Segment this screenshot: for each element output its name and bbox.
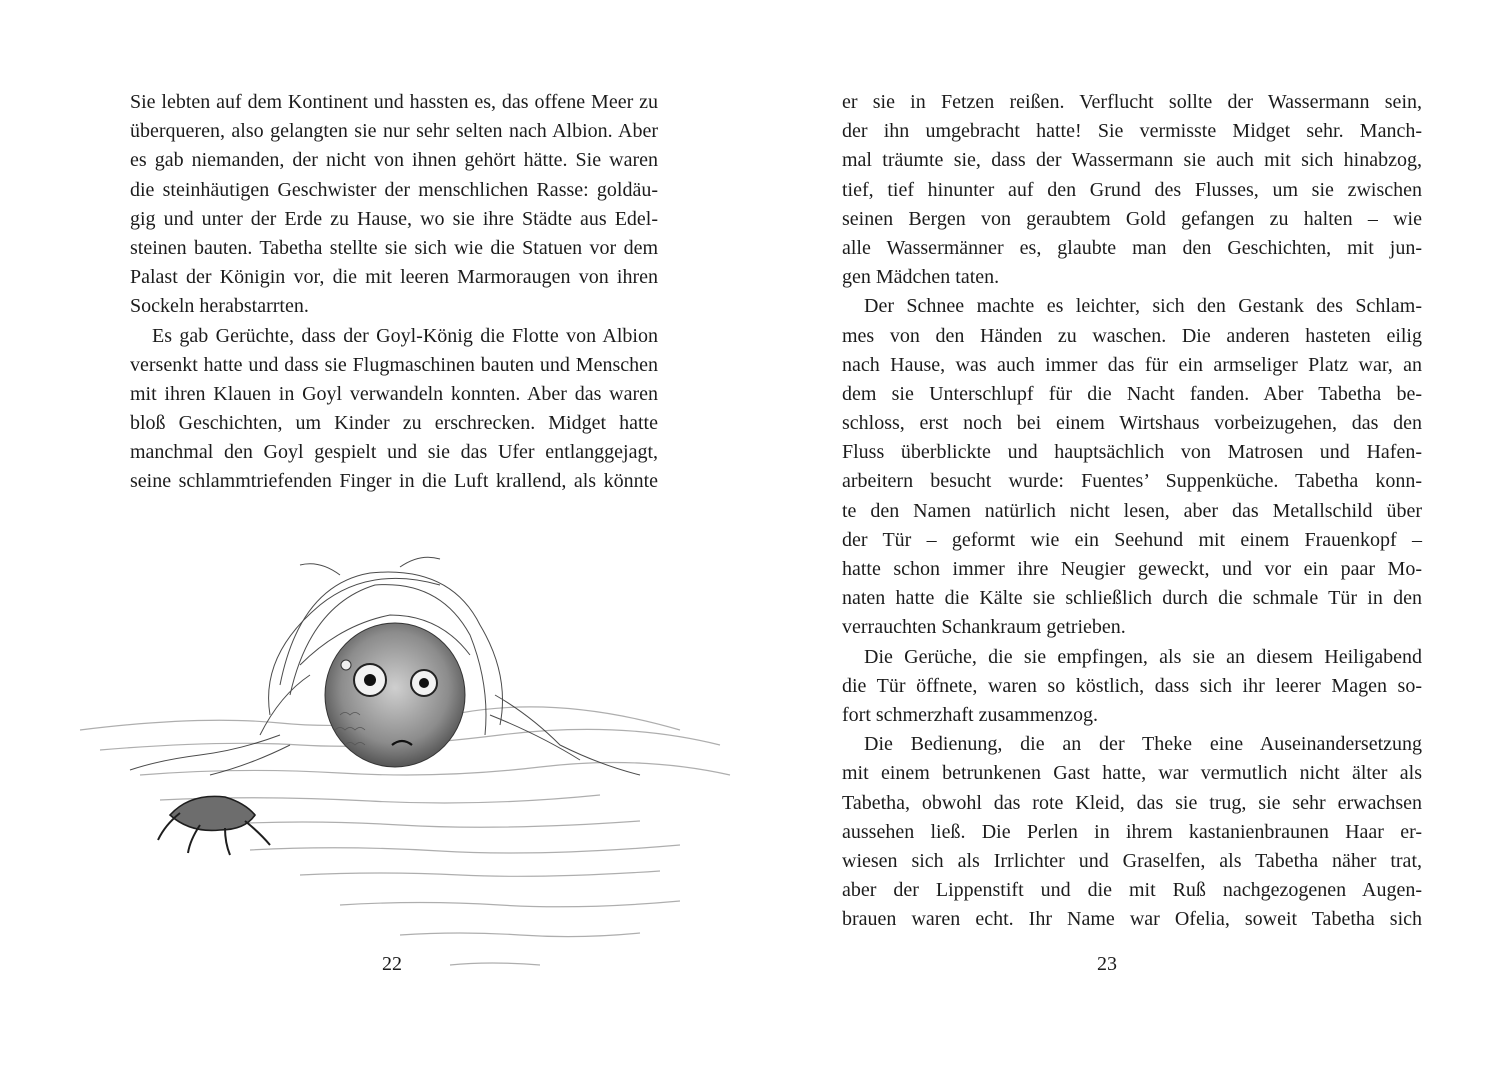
text-line: der ihn umgebracht hatte! Sie vermisste Midget sehr. Manch-	[842, 120, 1422, 143]
text-line: er sie in Fetzen reißen. Verflucht sollte der Wassermann sein,	[842, 91, 1422, 113]
page-number-left: 22	[382, 953, 402, 975]
text-line: es gab niemanden, der nicht von ihnen gehört hätte. Sie waren	[130, 149, 658, 172]
left-page-text	[130, 88, 658, 497]
text-line: manchmal den Goyl gespielt und sie das Ufer entlanggejagt,	[130, 441, 658, 464]
text-line: gen Mädchen taten.	[842, 266, 1000, 289]
text-line: Sie lebten auf dem Kontinent und hassten es, das offene Meer zu	[130, 91, 658, 113]
text-line: Die Gerüche, die sie empfingen, als sie an diesem Heiligabend	[864, 645, 1422, 668]
text-line: aussehen ließ. Die Perlen in ihrem kastanienbraunen Haar er-	[842, 820, 1422, 843]
right-page	[750, 0, 1500, 1086]
text-line: seine schlammtriefenden Finger in die Luft krallend, als könnte	[130, 470, 658, 493]
text-line: die steinhäutigen Geschwister der menschlichen Rasse: goldäu-	[130, 178, 658, 201]
text-line: te den Namen natürlich nicht lesen, aber das Metallschild über	[842, 499, 1422, 522]
text-line: hatte schon immer ihre Neugier geweckt, und vor ein paar Mo-	[842, 558, 1422, 580]
text-line: Tabetha, obwohl das rote Kleid, das sie trug, sie sehr erwachsen	[842, 791, 1422, 814]
text-line: tief, tief hinunter auf den Grund des Flusses, um sie zwischen	[842, 178, 1422, 201]
text-line: steinen bauten. Tabetha stellte sie sich wie die Statuen vor dem	[130, 236, 658, 259]
text-line: Die Bedienung, die an der Theke eine Auseinandersetzung	[864, 733, 1422, 756]
text-line: Der Schnee machte es leichter, sich den Gestank des Schlam-	[864, 295, 1422, 318]
text-line: bloß Geschichten, um Kinder zu erschrecken. Midget hatte	[130, 412, 658, 435]
text-line: Es gab Gerüchte, dass der Goyl-König die Flotte von Albion	[152, 324, 658, 347]
text-line: versenkt hatte und dass sie Flugmaschinen bauten und Menschen	[130, 353, 658, 376]
text-line: nach Hause, was auch immer das für ein armseliger Platz war, an	[842, 353, 1422, 376]
text-line: fort schmerzhaft zusammenzog.	[842, 703, 1099, 726]
page-number-right: 23	[1097, 953, 1117, 975]
text-line: aber der Lippenstift und die mit Ruß nachgezogenen Augen-	[842, 879, 1422, 902]
text-line: naten hatte die Kälte sie schließlich durch die schmale Tür in den	[842, 587, 1422, 610]
text-line: gig und unter der Erde zu Hause, wo sie ihre Städte aus Edel-	[130, 207, 658, 230]
water-creature-sketch-icon	[40, 545, 740, 1015]
text-line: mes von den Händen zu waschen. Die anderen hasteten eilig	[842, 324, 1422, 347]
text-line: wiesen sich als Irrlichter und Graselfen, als Tabetha näher trat,	[842, 849, 1422, 872]
text-line: arbeitern besucht wurde: Fuentes’ Suppenküche. Tabetha konn-	[842, 470, 1422, 493]
right-page-text	[842, 88, 1422, 934]
text-line: mit einem betrunkenen Gast hatte, war vermutlich nicht älter als	[842, 762, 1422, 785]
text-line: mal träumte sie, dass der Wassermann sie auch mit sich hinabzog,	[842, 149, 1422, 172]
text-line: Fluss überblickte und hauptsächlich von Matrosen und Hafen-	[842, 441, 1422, 464]
text-line: dem sie Unterschlupf für die Nacht fanden. Aber Tabetha be-	[842, 382, 1422, 405]
text-line: schloss, erst noch bei einem Wirtshaus vorbeizugehen, das den	[842, 412, 1422, 435]
text-line: Sockeln herabstarrten.	[130, 295, 309, 318]
text-line: die Tür öffnete, waren so köstlich, dass sich ihr leerer Magen so-	[842, 674, 1422, 697]
text-line: brauen waren echt. Ihr Name war Ofelia, soweit Tabetha sich	[842, 908, 1422, 931]
text-line: mit ihren Klauen in Goyl verwandeln konnten. Aber das waren	[130, 382, 658, 405]
text-line: alle Wassermänner es, glaubte man den Geschichten, mit jun-	[842, 236, 1422, 259]
text-line: verrauchten Schankraum getrieben.	[842, 616, 1126, 639]
text-line: seinen Bergen von geraubtem Gold gefangen zu halten – wie	[842, 207, 1422, 230]
text-line: Palast der Königin vor, die mit leeren Marmoraugen von ihren	[130, 266, 658, 289]
text-line: der Tür – geformt wie ein Seehund mit einem Frauenkopf –	[842, 528, 1422, 551]
text-line: überqueren, also gelangten sie nur sehr selten nach Albion. Aber	[130, 120, 658, 143]
